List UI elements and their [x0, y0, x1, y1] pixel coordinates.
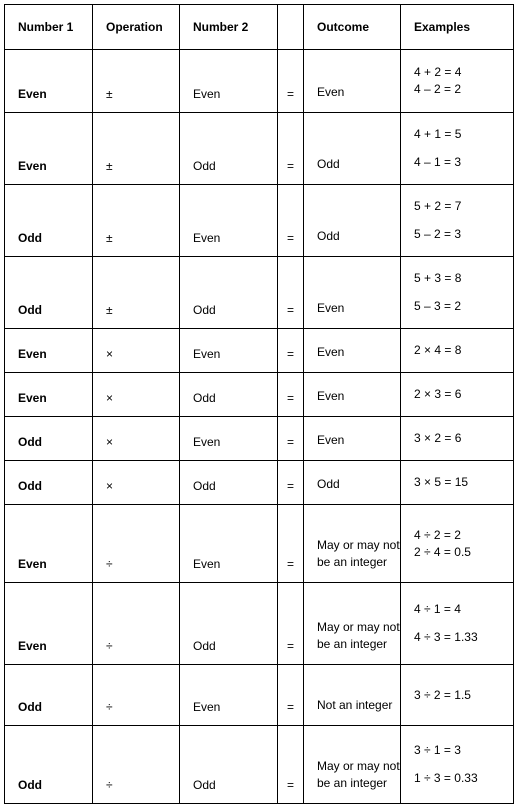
number-2-cell: Odd — [180, 461, 278, 505]
table-row — [5, 417, 514, 461]
examples-cell — [401, 417, 514, 461]
table-row — [5, 50, 514, 113]
examples-cell — [401, 461, 514, 505]
example-line: 4 ÷ 3 = 1.33 — [414, 630, 478, 644]
operation-cell: ± — [93, 50, 180, 113]
number-1-cell: Even — [5, 329, 93, 373]
table-row — [5, 726, 514, 804]
equals-cell: = — [278, 50, 304, 113]
header-number-2: Number 2 — [180, 5, 278, 50]
example-line: 4 – 1 = 3 — [414, 155, 462, 169]
example-line: 4 + 2 = 4 — [414, 65, 462, 79]
operation-cell: ÷ — [93, 726, 180, 804]
operation-cell: × — [93, 329, 180, 373]
examples-cell — [401, 257, 514, 329]
table-row — [5, 505, 514, 583]
number-2-cell: Even — [180, 665, 278, 726]
example-line: 2 × 3 = 6 — [414, 387, 462, 401]
table-row — [5, 329, 514, 373]
header-examples: Examples — [401, 5, 514, 50]
operation-cell: × — [93, 417, 180, 461]
example-line: 4 – 2 = 2 — [414, 82, 462, 96]
parity-operations-table — [4, 4, 514, 804]
examples-cell — [401, 50, 514, 113]
number-1-cell: Odd — [5, 185, 93, 257]
equals-cell: = — [278, 665, 304, 726]
header-row — [5, 5, 514, 50]
header-number-1: Number 1 — [5, 5, 93, 50]
outcome-cell: May or may not be an integer — [304, 583, 401, 665]
equals-cell: = — [278, 373, 304, 417]
number-2-cell: Odd — [180, 373, 278, 417]
table-row — [5, 113, 514, 185]
example-line: 5 + 3 = 8 — [414, 271, 462, 285]
examples-cell — [401, 373, 514, 417]
example-line: 2 ÷ 4 = 0.5 — [414, 544, 471, 559]
equals-cell: = — [278, 583, 304, 665]
outcome-cell: Even — [304, 329, 401, 373]
example-line: 4 ÷ 1 = 4 — [414, 602, 461, 616]
examples-cell — [401, 665, 514, 726]
example-line: 4 ÷ 2 = 2 — [414, 527, 461, 542]
outcome-cell: Even — [304, 417, 401, 461]
outcome-cell: May or may not be an integer — [304, 726, 401, 804]
example-line: 2 × 4 = 8 — [414, 343, 462, 357]
outcome-cell: Even — [304, 373, 401, 417]
table-row — [5, 461, 514, 505]
example-line: 3 ÷ 1 = 3 — [414, 743, 461, 757]
operation-cell: × — [93, 373, 180, 417]
header-operation: Operation — [93, 5, 180, 50]
outcome-cell: May or may not be an integer — [304, 505, 401, 583]
table-row — [5, 583, 514, 665]
operation-cell: ± — [93, 257, 180, 329]
header-outcome: Outcome — [304, 5, 401, 50]
example-line: 5 – 2 = 3 — [414, 227, 462, 241]
outcome-cell: Even — [304, 257, 401, 329]
example-line: 3 ÷ 2 = 1.5 — [414, 687, 471, 702]
number-1-cell: Odd — [5, 665, 93, 726]
equals-cell: = — [278, 417, 304, 461]
outcome-cell: Odd — [304, 113, 401, 185]
operation-cell: ± — [93, 113, 180, 185]
examples-cell — [401, 505, 514, 583]
example-line: 5 + 2 = 7 — [414, 199, 462, 213]
number-2-cell: Even — [180, 185, 278, 257]
number-1-cell: Even — [5, 50, 93, 113]
operation-cell: ÷ — [93, 505, 180, 583]
examples-cell — [401, 583, 514, 665]
number-1-cell: Even — [5, 373, 93, 417]
operation-cell: × — [93, 461, 180, 505]
examples-cell — [401, 185, 514, 257]
equals-cell: = — [278, 505, 304, 583]
example-line: 3 × 5 = 15 — [414, 475, 469, 489]
equals-cell: = — [278, 726, 304, 804]
examples-cell — [401, 329, 514, 373]
outcome-cell: Odd — [304, 185, 401, 257]
operation-cell: ÷ — [93, 665, 180, 726]
outcome-cell: Even — [304, 50, 401, 113]
equals-cell: = — [278, 185, 304, 257]
equals-cell: = — [278, 113, 304, 185]
number-1-cell: Odd — [5, 417, 93, 461]
number-2-cell: Odd — [180, 726, 278, 804]
operation-cell: ÷ — [93, 583, 180, 665]
number-1-cell: Even — [5, 113, 93, 185]
example-line: 1 ÷ 3 = 0.33 — [414, 771, 478, 785]
number-2-cell: Odd — [180, 113, 278, 185]
equals-cell: = — [278, 257, 304, 329]
equals-cell: = — [278, 461, 304, 505]
number-2-cell: Even — [180, 417, 278, 461]
example-line: 3 × 2 = 6 — [414, 431, 462, 445]
number-1-cell: Odd — [5, 257, 93, 329]
outcome-cell: Odd — [304, 461, 401, 505]
equals-cell: = — [278, 329, 304, 373]
examples-cell — [401, 113, 514, 185]
examples-cell — [401, 726, 514, 804]
table-row — [5, 665, 514, 726]
operation-cell: ± — [93, 185, 180, 257]
outcome-cell: Not an integer — [304, 665, 401, 726]
number-1-cell: Even — [5, 505, 93, 583]
number-2-cell: Even — [180, 50, 278, 113]
example-line: 5 – 3 = 2 — [414, 299, 462, 313]
table-row — [5, 257, 514, 329]
number-1-cell: Even — [5, 583, 93, 665]
number-2-cell: Odd — [180, 583, 278, 665]
number-1-cell: Odd — [5, 461, 93, 505]
example-line: 4 + 1 = 5 — [414, 127, 462, 141]
number-1-cell: Odd — [5, 726, 93, 804]
header-equals — [278, 5, 304, 50]
number-2-cell: Even — [180, 329, 278, 373]
number-2-cell: Odd — [180, 257, 278, 329]
table-row — [5, 373, 514, 417]
table-row — [5, 185, 514, 257]
number-2-cell: Even — [180, 505, 278, 583]
